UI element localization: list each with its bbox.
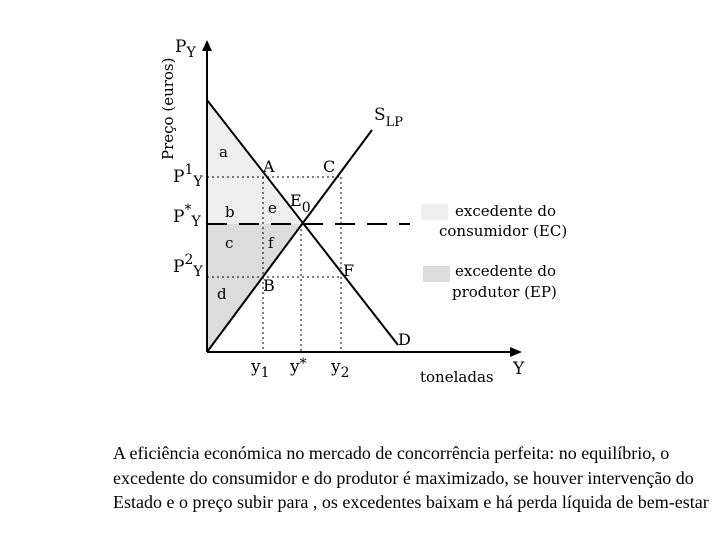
point-e0-label: E0 — [290, 191, 311, 216]
area-a-label: a — [219, 143, 228, 161]
legend-producer-line1: excedente do — [455, 262, 557, 280]
y-axis-var: $P_Y$ — [175, 37, 196, 61]
quantity-label-y1: $y_1$ — [251, 357, 270, 381]
price-label-p2: $P^2_Y$ — [173, 252, 203, 280]
consumer-surplus-area — [207, 102, 301, 224]
point-b-label: B — [263, 276, 275, 295]
area-f-label: f — [268, 234, 274, 252]
x-axis-arrow — [510, 347, 522, 357]
area-b-label: b — [225, 203, 235, 221]
demand-label: D — [398, 330, 411, 349]
legend-consumer-swatch — [421, 204, 448, 220]
legend-consumer-line2: consumidor (EC) — [439, 222, 568, 240]
supply-label: $S_{LP}$ — [374, 105, 404, 130]
legend-consumer-line1: excedente do — [455, 202, 557, 220]
y-axis-label: Preço (euros) — [159, 57, 177, 160]
figure-caption: A eficiência económica no mercado de concorrência perfeita: no equilíbrio, o excedente do consumidor e do produtor é maximizado, se houver intervenção do Estado e o preço subir para , os excedentes baixam e há perda líquida de bem-estar — [113, 443, 709, 512]
area-c-label: c — [225, 234, 234, 252]
area-d-label: d — [217, 285, 227, 303]
y-axis-arrow — [202, 40, 212, 51]
legend-producer-swatch — [423, 266, 450, 282]
point-c-label: C — [323, 157, 336, 176]
point-a-label: A — [263, 157, 275, 176]
quantity-label-y2: $y_2$ — [331, 357, 350, 381]
area-e-label: e — [268, 199, 277, 217]
x-axis-var: Y — [513, 359, 525, 379]
price-label-pstar: $P^*_Y$ — [173, 202, 201, 230]
x-units-label: toneladas — [420, 368, 494, 386]
quantity-label-ystar: y* — [290, 356, 307, 377]
point-f-label: F — [343, 261, 355, 280]
price-label-p1: $P^1_Y$ — [173, 162, 203, 190]
legend-producer-line2: produtor (EP) — [452, 283, 557, 301]
